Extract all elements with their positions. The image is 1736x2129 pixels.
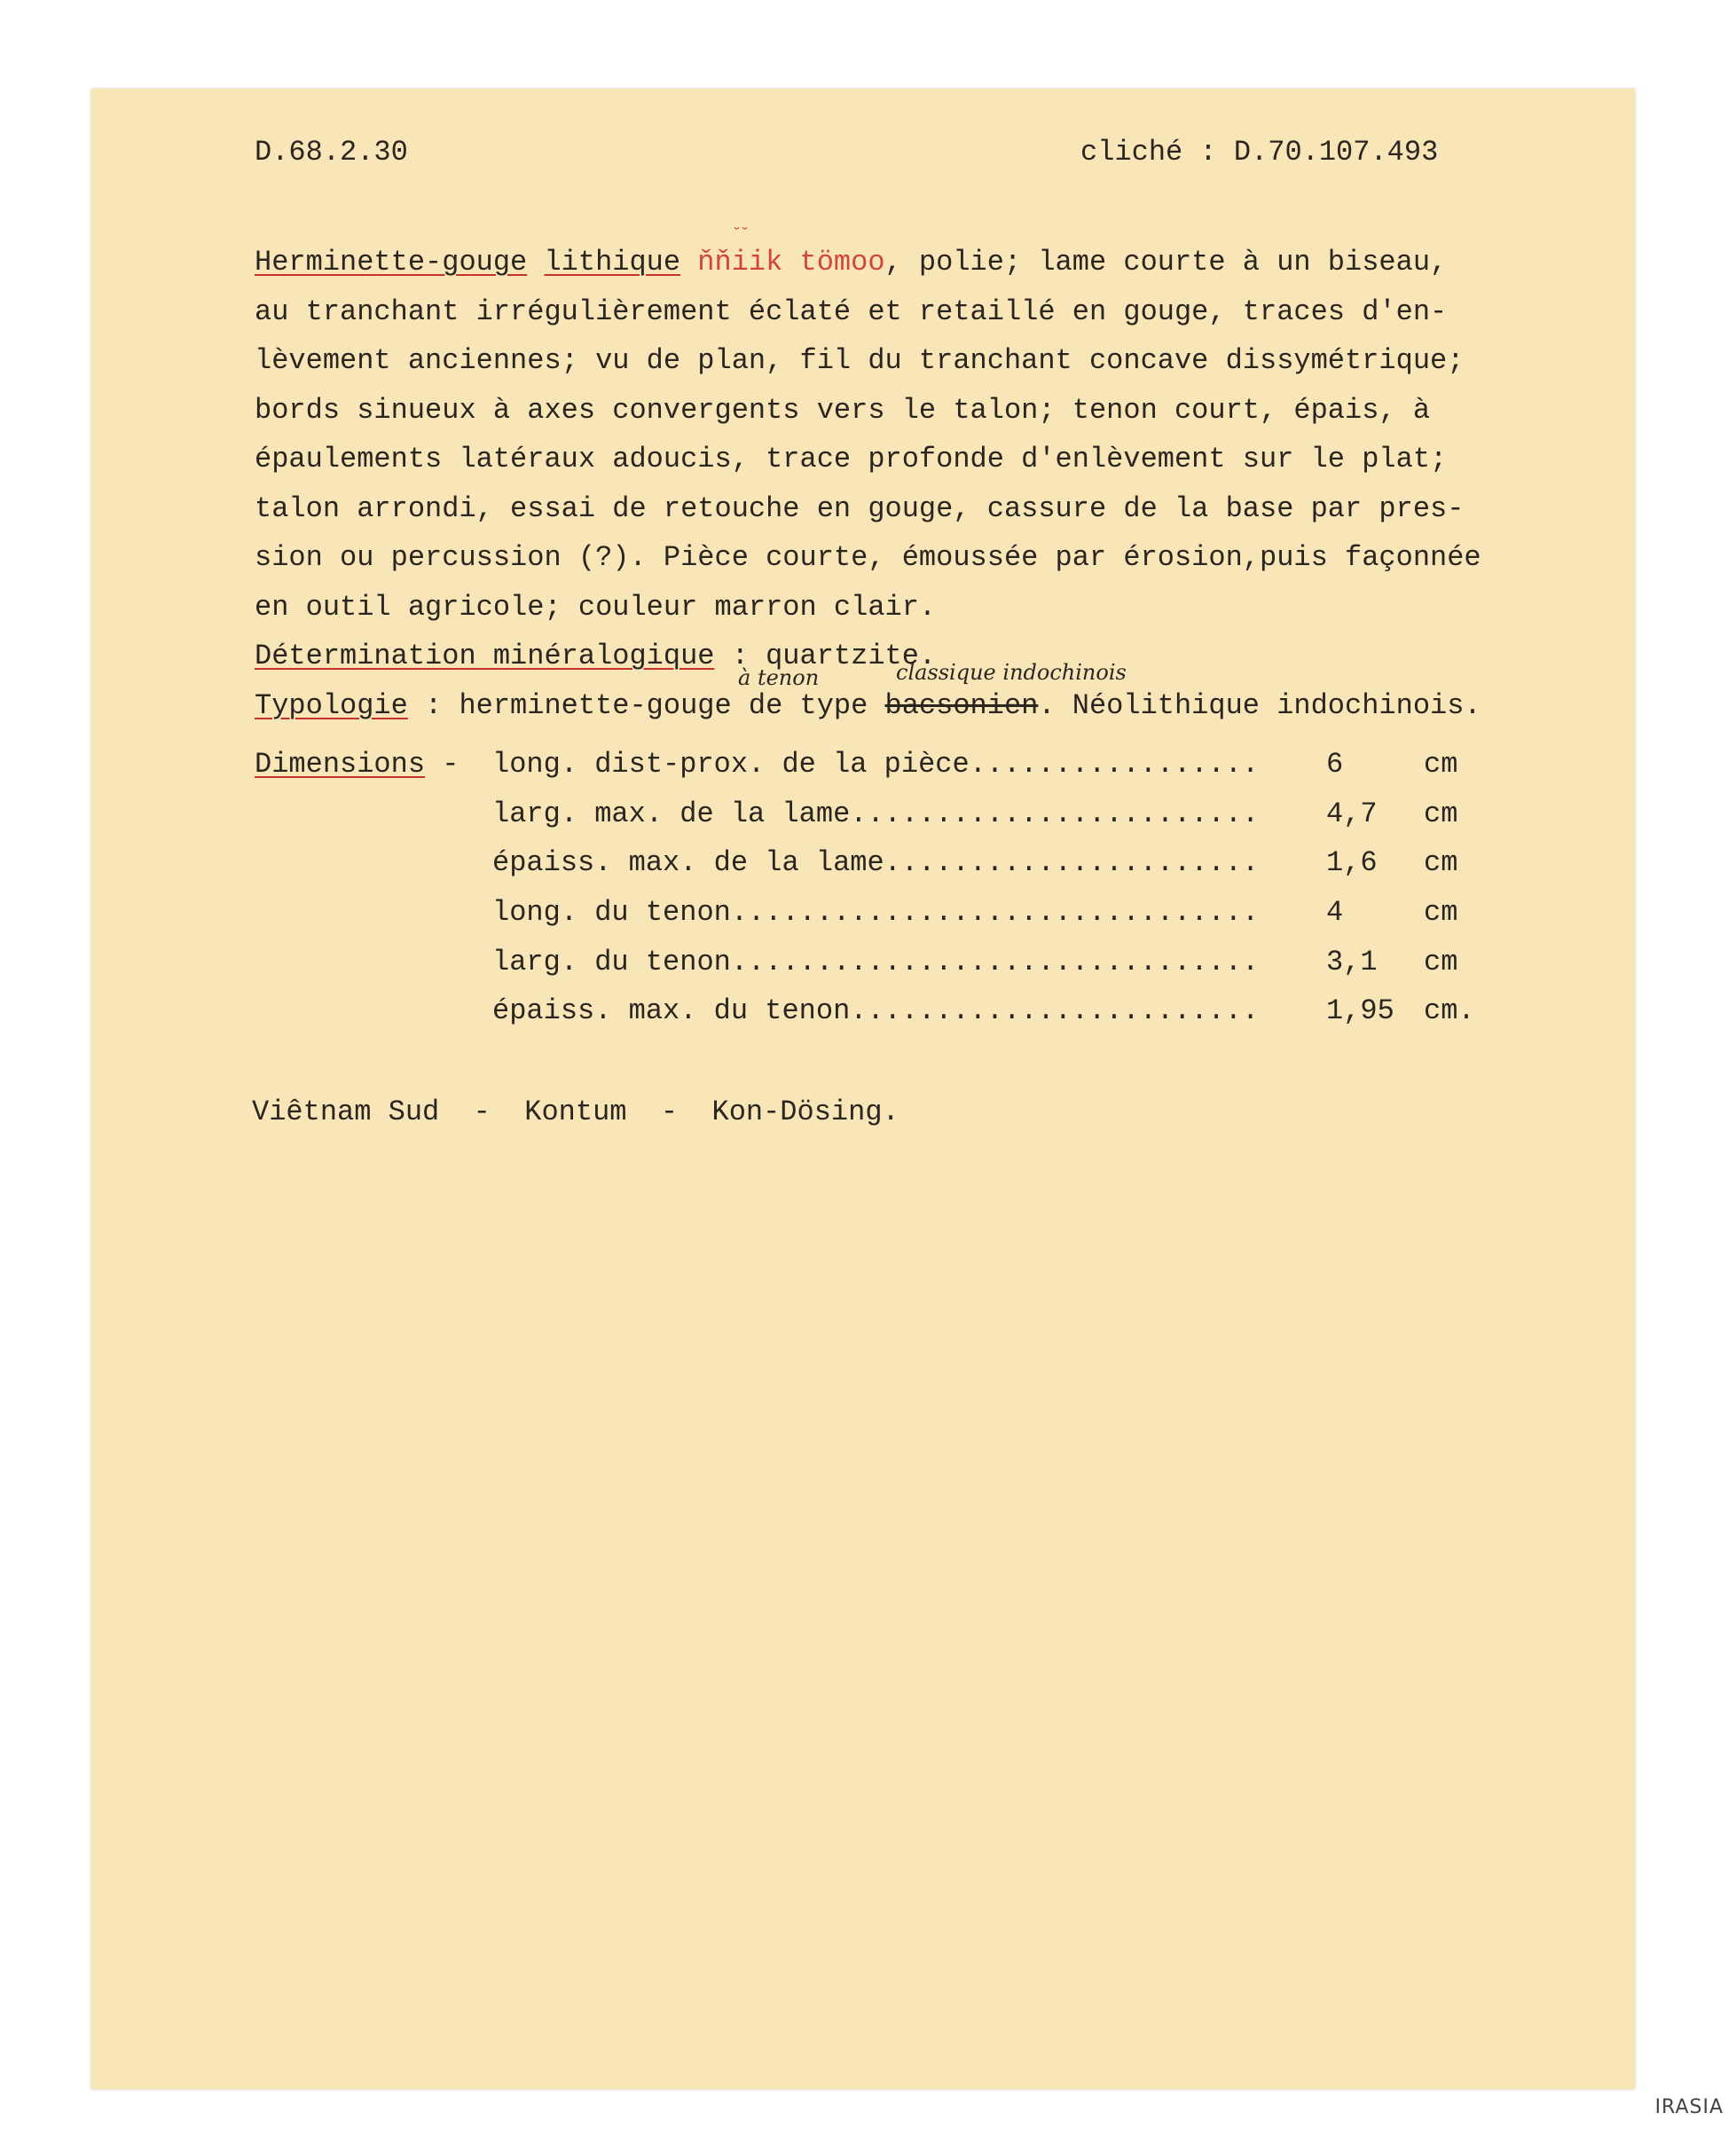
dimension-label: larg. du tenon............................... xyxy=(492,946,1260,978)
description-line-3: lèvement anciennes; vu de plan, fil du tranchant concave dissymétrique; xyxy=(255,344,1465,377)
dimension-row xyxy=(492,846,1458,879)
dimension-row xyxy=(492,896,1458,929)
diacritic-mark: ˘˘ xyxy=(733,225,749,244)
description-line-6: talon arrondi, essai de retouche en gouge, cassure de la base par pres- xyxy=(255,491,1465,525)
description-line-1 xyxy=(255,238,1481,287)
dimension-unit: cm xyxy=(1424,946,1458,978)
description-line-8: en outil agricole; couleur marron clair. xyxy=(255,590,937,624)
description-line-5: épaulements latéraux adoucis, trace profonde d'enlèvement sur le plat; xyxy=(255,443,1448,475)
typology-line xyxy=(255,681,1481,731)
inventory-number: D.68.2.30 xyxy=(255,136,408,169)
mineralogy-label: Détermination minéralogique xyxy=(255,640,715,672)
typology-text-after: . Néolithique indochinois. xyxy=(1038,688,1481,722)
dimensions-label: Dimensions xyxy=(255,748,426,781)
dimension-unit: cm xyxy=(1424,896,1458,929)
dimension-unit: cm xyxy=(1424,846,1458,879)
mineralogy-value: : quartzite. xyxy=(714,640,937,672)
handwritten-insert-classique: classique indochinois xyxy=(896,660,1127,685)
cliche-reference: cliché : D.70.107.493 xyxy=(1080,136,1439,169)
typology-text-before: : herminette-gouge de type xyxy=(407,688,885,722)
dimension-unit: cm. xyxy=(1424,994,1475,1027)
location-line: Viêtnam Sud - Kontum - Kon-Dösing. xyxy=(252,1096,899,1128)
dimension-unit: cm xyxy=(1424,797,1458,830)
dimension-label: long. dist-prox. de la pièce................. xyxy=(492,748,1260,781)
dimension-label: long. du tenon............................... xyxy=(492,896,1260,929)
typology-label: Typologie xyxy=(255,688,408,722)
description-block xyxy=(255,238,1481,730)
dimension-label: larg. max. de la lame........................ xyxy=(492,797,1260,830)
vernacular-name: ňňiik tömoo xyxy=(697,246,885,279)
typology-struck-word: bacsonien xyxy=(884,688,1039,722)
description-line-4: bords sinueux à axes convergents vers le talon; tenon court, épais, à xyxy=(255,393,1431,427)
mineralogy-line xyxy=(255,632,1481,685)
dimensions-dash: - xyxy=(425,748,476,781)
object-title-suffix: lithique xyxy=(544,246,681,279)
dimension-row xyxy=(492,750,1457,779)
irasia-watermark: IRASIA xyxy=(1654,2096,1724,2118)
dimension-value: 1,6 xyxy=(1326,846,1378,879)
description-line-1-rest: , polie; lame courte à un biseau, xyxy=(884,246,1448,279)
dimensions-heading xyxy=(255,750,476,779)
description-line-2: au tranchant irrégulièrement éclaté et retaillé en gouge, traces d'en- xyxy=(255,295,1448,328)
dimension-value: 1,95 xyxy=(1326,994,1394,1027)
dimension-value: 6 xyxy=(1326,748,1344,781)
dimension-value: 3,1 xyxy=(1326,946,1378,978)
dimension-row xyxy=(492,948,1457,977)
dimension-row xyxy=(492,797,1458,830)
dimension-label: épaiss. max. du tenon........................ xyxy=(492,994,1260,1027)
object-title: Herminette-gouge xyxy=(255,246,528,279)
handwritten-insert-a-tenon: à tenon xyxy=(738,665,820,690)
dimension-row xyxy=(492,994,1475,1027)
dimension-value: 4,7 xyxy=(1326,797,1378,830)
dimension-label: épaiss. max. de la lame...................... xyxy=(492,846,1260,879)
dimension-value: 4 xyxy=(1326,896,1344,929)
dimension-unit: cm xyxy=(1424,748,1458,781)
description-line-7: sion ou percussion (?). Pièce courte, émoussée par érosion,puis façonnée xyxy=(255,541,1481,574)
